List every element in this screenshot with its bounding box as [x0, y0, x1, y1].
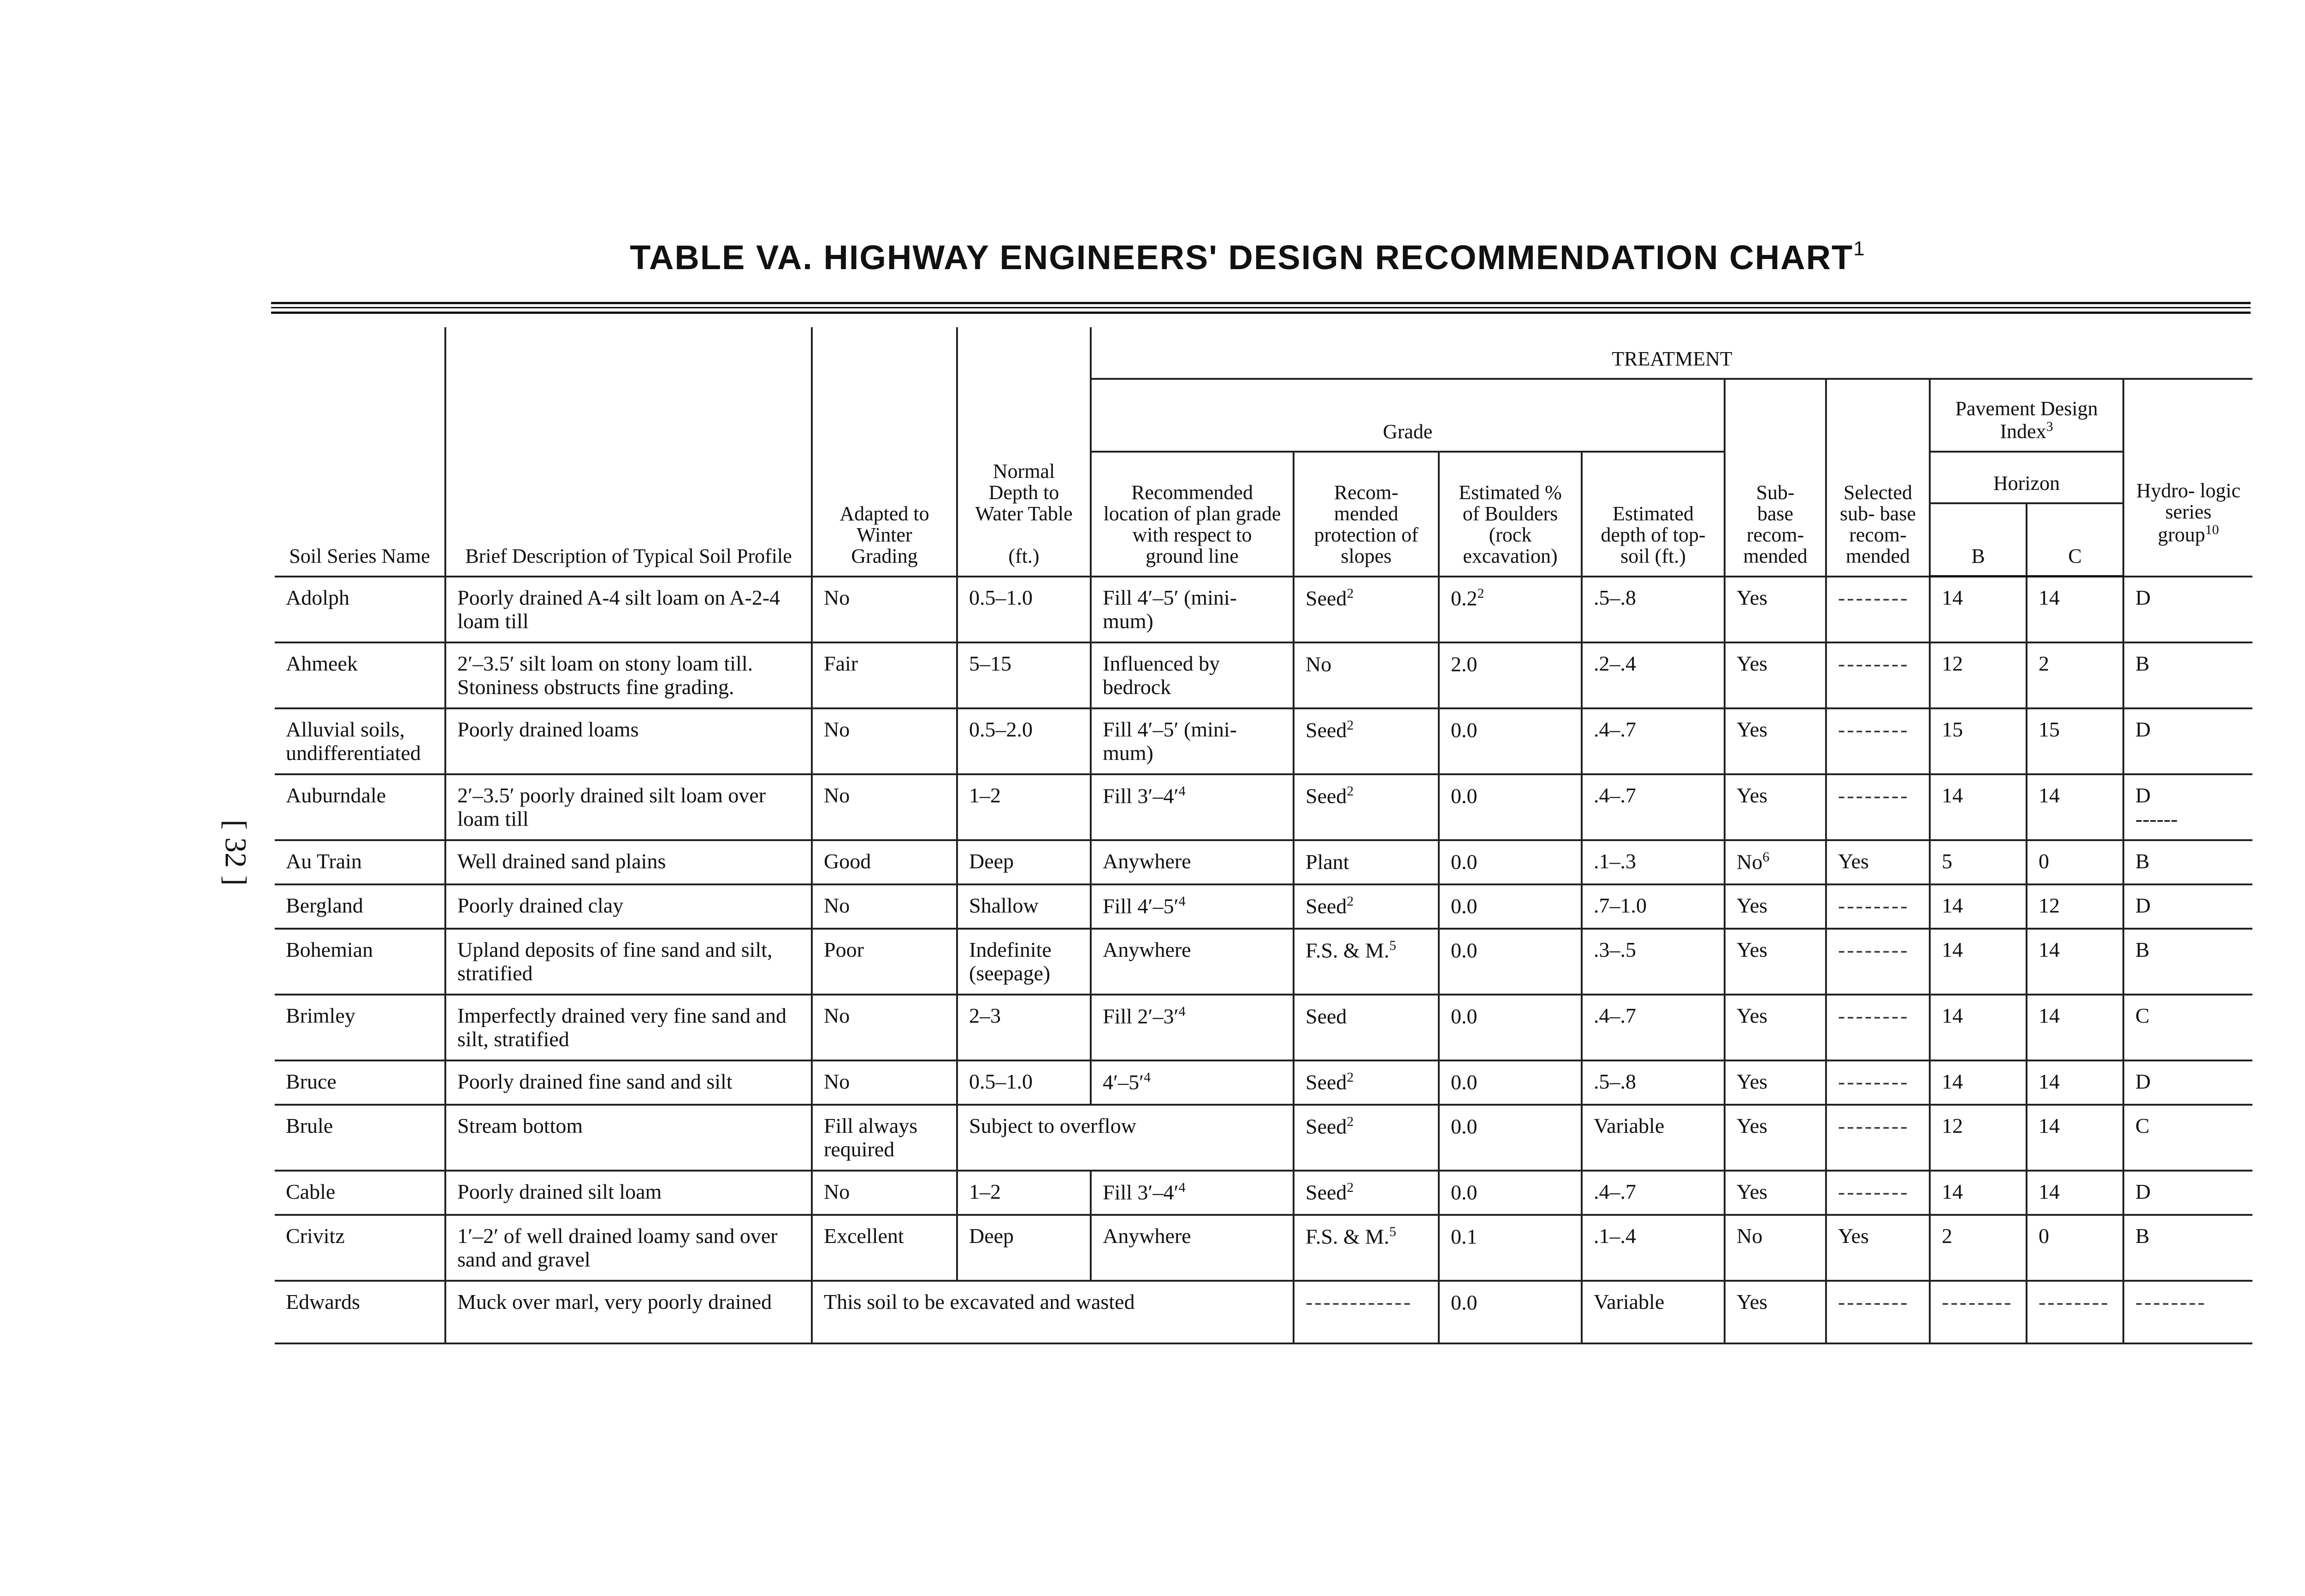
cell-slope-protection: Seed$^2$	[1294, 708, 1439, 774]
header-normal-depth: Normal Depth to Water Table (ft.)	[957, 327, 1091, 577]
header-estimated-topsoil: Estimated depth of top-soil (ft.)	[1582, 452, 1725, 577]
cell-soil-name: Bergland	[275, 884, 445, 929]
cell-subbase: Yes	[1725, 774, 1826, 840]
cell-excavate-note: This soil to be excavated and wasted	[812, 1281, 1294, 1343]
title-rule-top	[271, 302, 2251, 304]
cell-topsoil: .5–.8	[1582, 577, 1725, 642]
cell-hydrologic-group: C	[2123, 995, 2252, 1060]
cell-description: 2′–3.5′ silt loam on stony loam till. Stoniness obstructs fine grading.	[445, 642, 812, 708]
page-title: TABLE VA. HIGHWAY ENGINEERS' DESIGN RECOMMENDATION CHART$^1$	[630, 237, 1866, 277]
cell-boulders: 0.0	[1439, 774, 1582, 840]
cell-description: Poorly drained A-4 silt loam on A-2-4 loam till	[445, 577, 812, 642]
cell-boulders: 0.0	[1439, 884, 1582, 929]
table-row	[275, 929, 2252, 995]
cell-slope-protection: Seed$^2$	[1294, 1105, 1439, 1171]
cell-water-depth: 0.5–2.0	[957, 708, 1091, 774]
cell-hydrologic-group: D	[2123, 1060, 2252, 1105]
cell-boulders: 0.0	[1439, 1281, 1582, 1343]
cell-hydrologic-group: D	[2123, 1171, 2252, 1215]
cell-description: Well drained sand plains	[445, 840, 812, 884]
table-row	[275, 884, 2252, 929]
table-row	[275, 995, 2252, 1060]
cell-hydrologic-group: D	[2123, 884, 2252, 929]
cell-soil-name: Edwards	[275, 1281, 445, 1343]
cell-horizon-c: 15	[2027, 708, 2123, 774]
cell-description: Imperfectly drained very fine sand and silt, stratified	[445, 995, 812, 1060]
cell-grade-location: Fill $2'-3'^4$	[1091, 995, 1294, 1060]
cell-selected-subbase: --------	[1826, 642, 1930, 708]
cell-soil-name: Alluvial soils, undifferentiated	[275, 708, 445, 774]
cell-slope-protection: Seed$^2$	[1294, 1060, 1439, 1105]
cell-subbase: Yes	[1725, 1060, 1826, 1105]
cell-slope-protection: Seed$^2$	[1294, 577, 1439, 642]
cell-horizon-b: 15	[1930, 708, 2027, 774]
cell-selected-subbase: --------	[1826, 995, 1930, 1060]
cell-grade-location: $4'-5'^4$	[1091, 1060, 1294, 1105]
table-body	[275, 577, 2252, 1343]
cell-water-depth: 0.5–1.0	[957, 577, 1091, 642]
cell-horizon-b: 14	[1930, 577, 2027, 642]
cell-hydrologic-group: --------	[2123, 1281, 2252, 1343]
cell-winter-grading: No	[812, 884, 957, 929]
cell-winter-grading: Good	[812, 840, 957, 884]
cell-topsoil: .3–.5	[1582, 929, 1725, 995]
cell-boulders: $0.2^2$	[1439, 577, 1582, 642]
cell-horizon-b: 14	[1930, 995, 2027, 1060]
cell-winter-grading: No	[812, 995, 957, 1060]
header-horizon-c: C	[2027, 503, 2123, 577]
cell-selected-subbase: --------	[1826, 774, 1930, 840]
table-row	[275, 774, 2252, 840]
cell-grade-location: Fill 4′–5′ (mini- mum)	[1091, 577, 1294, 642]
cell-winter-grading: No	[812, 774, 957, 840]
cell-selected-subbase: --------	[1826, 577, 1930, 642]
cell-topsoil: .5–.8	[1582, 1060, 1725, 1105]
cell-topsoil: Variable	[1582, 1105, 1725, 1171]
cell-topsoil: .4–.7	[1582, 774, 1725, 840]
cell-water-depth: Shallow	[957, 884, 1091, 929]
cell-water-depth: Deep	[957, 1215, 1091, 1281]
cell-hydrologic-group: D ------	[2123, 774, 2252, 840]
cell-slope-protection: F.S. & M.$^5$	[1294, 929, 1439, 995]
table-row	[275, 1060, 2252, 1105]
cell-topsoil: .4–.7	[1582, 995, 1725, 1060]
cell-boulders: 0.0	[1439, 1060, 1582, 1105]
cell-boulders: 0.0	[1439, 708, 1582, 774]
cell-grade-location: Fill $4'-5'^4$	[1091, 884, 1294, 929]
cell-topsoil: .2–.4	[1582, 642, 1725, 708]
cell-description: Poorly drained fine sand and silt	[445, 1060, 812, 1105]
cell-grade-location: Fill $3'-4'^4$	[1091, 1171, 1294, 1215]
header-horizon: Horizon	[1930, 452, 2123, 503]
cell-hydrologic-group: B	[2123, 840, 2252, 884]
cell-horizon-c: 2	[2027, 642, 2123, 708]
cell-winter-grading: Fair	[812, 642, 957, 708]
cell-topsoil: Variable	[1582, 1281, 1725, 1343]
cell-topsoil: .1–.3	[1582, 840, 1725, 884]
cell-horizon-b: 2	[1930, 1215, 2027, 1281]
cell-horizon-c: 14	[2027, 577, 2123, 642]
cell-subbase: No	[1725, 1215, 1826, 1281]
cell-description: Poorly drained clay	[445, 884, 812, 929]
cell-slope-protection: Seed	[1294, 995, 1439, 1060]
table-row	[275, 708, 2252, 774]
cell-horizon-b: 14	[1930, 884, 2027, 929]
cell-description: Poorly drained loams	[445, 708, 812, 774]
cell-slope-protection: Seed$^2$	[1294, 884, 1439, 929]
cell-soil-name: Auburndale	[275, 774, 445, 840]
cell-winter-grading: No	[812, 577, 957, 642]
header-selected-subbase: Selected sub- base recom- mended	[1826, 379, 1930, 577]
header-estimated-boulders: Estimated % of Boulders (rock excavation)	[1439, 452, 1582, 577]
design-recommendation-table	[275, 327, 2252, 1344]
cell-topsoil: .4–.7	[1582, 1171, 1725, 1215]
table-row	[275, 577, 2252, 642]
cell-winter-grading: No	[812, 1060, 957, 1105]
table-row	[275, 840, 2252, 884]
cell-hydrologic-group: C	[2123, 1105, 2252, 1171]
cell-subbase: Yes	[1725, 577, 1826, 642]
cell-subbase: Yes	[1725, 929, 1826, 995]
cell-selected-subbase: Yes	[1826, 840, 1930, 884]
cell-subbase: Yes	[1725, 708, 1826, 774]
cell-water-depth: 5–15	[957, 642, 1091, 708]
cell-horizon-b: 12	[1930, 642, 2027, 708]
cell-soil-name: Ahmeek	[275, 642, 445, 708]
cell-grade-location: Anywhere	[1091, 1215, 1294, 1281]
cell-selected-subbase: --------	[1826, 1060, 1930, 1105]
cell-subbase: No$^6$	[1725, 840, 1826, 884]
cell-grade-location: Anywhere	[1091, 840, 1294, 884]
cell-slope-protection: Seed$^2$	[1294, 774, 1439, 840]
header-hydrologic-group: Hydro- logic series group$^{10}$	[2123, 379, 2252, 577]
cell-subject-to-overflow: Subject to overflow	[957, 1105, 1294, 1171]
header-horizon-b: B	[1930, 503, 2027, 577]
table-row	[275, 1281, 2252, 1343]
cell-selected-subbase: --------	[1826, 1171, 1930, 1215]
cell-horizon-c: 14	[2027, 1060, 2123, 1105]
header-soil-series-name: Soil Series Name	[275, 327, 445, 577]
cell-water-depth: 0.5–1.0	[957, 1060, 1091, 1105]
cell-subbase: Yes	[1725, 642, 1826, 708]
hydrologic-dash: ------	[2135, 807, 2178, 831]
cell-grade-location: Influenced by bedrock	[1091, 642, 1294, 708]
header-normal-depth-unit: (ft.)	[1008, 545, 1040, 568]
cell-grade-location: Fill $3'-4'^4$	[1091, 774, 1294, 840]
cell-horizon-b: --------	[1930, 1281, 2027, 1343]
cell-hydrologic-group: D	[2123, 708, 2252, 774]
header-brief-description: Brief Description of Typical Soil Profile	[445, 327, 812, 577]
cell-hydrologic-group: B	[2123, 642, 2252, 708]
title-rule-middle	[271, 307, 2251, 308]
cell-horizon-c: 14	[2027, 1105, 2123, 1171]
cell-soil-name: Bruce	[275, 1060, 445, 1105]
cell-subbase: Yes	[1725, 884, 1826, 929]
table-row	[275, 642, 2252, 708]
cell-boulders: 0.1	[1439, 1215, 1582, 1281]
cell-subbase: Yes	[1725, 1171, 1826, 1215]
cell-soil-name: Bohemian	[275, 929, 445, 995]
cell-water-depth: 1–2	[957, 1171, 1091, 1215]
cell-subbase: Yes	[1725, 995, 1826, 1060]
header-recommended-protection: Recom- mended protection of slopes	[1294, 452, 1439, 577]
cell-horizon-b: 14	[1930, 1060, 2027, 1105]
cell-subbase: Yes	[1725, 1281, 1826, 1343]
header-grade: Grade	[1091, 379, 1725, 452]
cell-grade-location: Fill 4′–5′ (mini- mum)	[1091, 708, 1294, 774]
cell-topsoil: .1–.4	[1582, 1215, 1725, 1281]
cell-selected-subbase: --------	[1826, 884, 1930, 929]
cell-description: Muck over marl, very poorly drained	[445, 1281, 812, 1343]
header-subbase-recommended: Sub- base recom- mended	[1725, 379, 1826, 577]
cell-boulders: 0.0	[1439, 929, 1582, 995]
cell-water-depth: 1–2	[957, 774, 1091, 840]
cell-boulders: 0.0	[1439, 995, 1582, 1060]
cell-description: 1′–2′ of well drained loamy sand over sand and gravel	[445, 1215, 812, 1281]
cell-horizon-c: 0	[2027, 840, 2123, 884]
header-treatment: TREATMENT	[1091, 327, 2252, 379]
cell-slope-protection: ------------	[1294, 1281, 1439, 1343]
cell-slope-protection: Seed$^2$	[1294, 1171, 1439, 1215]
table-row	[275, 1105, 2252, 1171]
cell-horizon-c: 14	[2027, 929, 2123, 995]
cell-horizon-c: 0	[2027, 1215, 2123, 1281]
cell-boulders: 2.0	[1439, 642, 1582, 708]
cell-subbase: Yes	[1725, 1105, 1826, 1171]
header-recommended-location: Recommended location of plan grade with respect to ground line	[1091, 452, 1294, 577]
cell-horizon-c: 12	[2027, 884, 2123, 929]
cell-selected-subbase: --------	[1826, 929, 1930, 995]
cell-hydrologic-group: B	[2123, 1215, 2252, 1281]
page-number: [ 32 ]	[219, 819, 252, 886]
cell-boulders: 0.0	[1439, 1105, 1582, 1171]
cell-horizon-c: 14	[2027, 774, 2123, 840]
cell-slope-protection: No	[1294, 642, 1439, 708]
cell-water-depth: Deep	[957, 840, 1091, 884]
header-adapted-winter-grading: Adapted to Winter Grading	[812, 327, 957, 577]
cell-water-depth: 2–3	[957, 995, 1091, 1060]
cell-soil-name: Cable	[275, 1171, 445, 1215]
cell-selected-subbase: Yes	[1826, 1215, 1930, 1281]
cell-horizon-b: 12	[1930, 1105, 2027, 1171]
cell-horizon-c: 14	[2027, 1171, 2123, 1215]
cell-hydrologic-group: B	[2123, 929, 2252, 995]
title-rule-bottom	[271, 312, 2251, 314]
cell-slope-protection: F.S. & M.$^5$	[1294, 1215, 1439, 1281]
cell-winter-grading: Fill always required	[812, 1105, 957, 1171]
cell-winter-grading: Excellent	[812, 1215, 957, 1281]
cell-boulders: 0.0	[1439, 840, 1582, 884]
title-footnote: 1	[1853, 237, 1866, 260]
cell-winter-grading: Poor	[812, 929, 957, 995]
cell-horizon-c: 14	[2027, 995, 2123, 1060]
cell-selected-subbase: --------	[1826, 1281, 1930, 1343]
cell-soil-name: Brule	[275, 1105, 445, 1171]
header-pavement-design-index: Pavement Design Index$^3$	[1930, 379, 2123, 452]
cell-description: Upland deposits of fine sand and silt, stratified	[445, 929, 812, 995]
cell-water-depth: Indefinite (seepage)	[957, 929, 1091, 995]
cell-grade-location: Anywhere	[1091, 929, 1294, 995]
cell-slope-protection: Plant	[1294, 840, 1439, 884]
cell-hydrologic-group: D	[2123, 577, 2252, 642]
table-row	[275, 1171, 2252, 1215]
cell-description: 2′–3.5′ poorly drained silt loam over loam till	[445, 774, 812, 840]
cell-horizon-b: 14	[1930, 774, 2027, 840]
cell-winter-grading: No	[812, 708, 957, 774]
cell-soil-name: Crivitz	[275, 1215, 445, 1281]
cell-topsoil: .7–1.0	[1582, 884, 1725, 929]
cell-soil-name: Brimley	[275, 995, 445, 1060]
cell-soil-name: Adolph	[275, 577, 445, 642]
cell-selected-subbase: --------	[1826, 708, 1930, 774]
cell-horizon-b: 5	[1930, 840, 2027, 884]
cell-horizon-b: 14	[1930, 929, 2027, 995]
cell-description: Poorly drained silt loam	[445, 1171, 812, 1215]
cell-topsoil: .4–.7	[1582, 708, 1725, 774]
cell-horizon-c: --------	[2027, 1281, 2123, 1343]
cell-selected-subbase: --------	[1826, 1105, 1930, 1171]
cell-horizon-b: 14	[1930, 1171, 2027, 1215]
cell-soil-name: Au Train	[275, 840, 445, 884]
cell-description: Stream bottom	[445, 1105, 812, 1171]
cell-winter-grading: No	[812, 1171, 957, 1215]
cell-boulders: 0.0	[1439, 1171, 1582, 1215]
table-row	[275, 1215, 2252, 1281]
